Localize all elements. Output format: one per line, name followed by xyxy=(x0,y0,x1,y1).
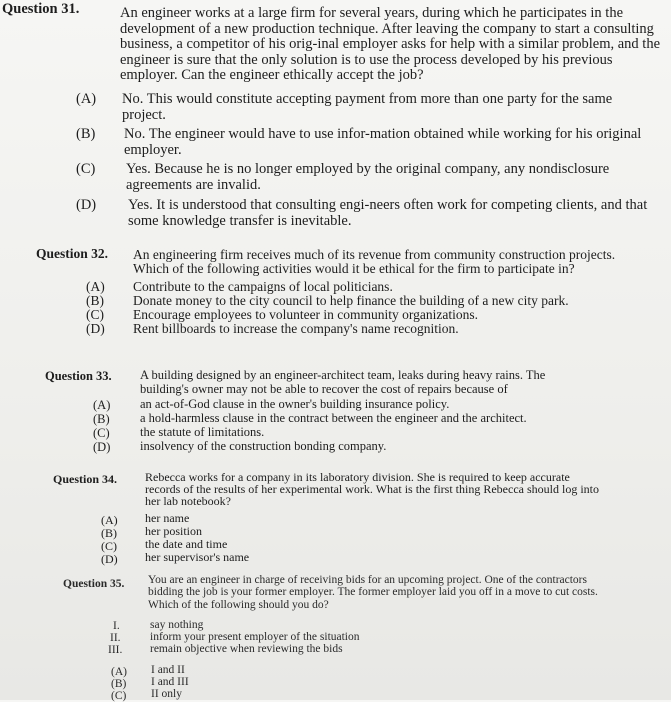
question-31-label: Question 31. xyxy=(2,1,80,17)
q31-option-d: Yes. It is understood that consulting engi-neers often work for competing clients, and that some knowledge transfer is inevitable. xyxy=(128,197,648,229)
q32-option-c-letter: (C) xyxy=(86,307,104,322)
q35-statement-1: say nothing xyxy=(150,619,204,631)
q31-option-a: No. This would constitute accepting payment from more than one party for the same project. xyxy=(122,91,613,123)
q31-option-b: No. The engineer would have to use infor-mation obtained while working for his original employer. xyxy=(124,126,642,158)
q35-option-b: I and III xyxy=(151,676,189,688)
question-34-label: Question 34. xyxy=(53,472,118,486)
q34-option-c-letter: (C) xyxy=(101,539,117,553)
q34-option-b: her position xyxy=(145,524,202,538)
q35-option-b-letter: (B) xyxy=(111,678,127,690)
q34-option-d: her supervisor's name xyxy=(145,550,250,564)
q31-option-d-letter: (D) xyxy=(76,197,97,213)
question-34-text: Rebecca works for a company in its laboratory division. She is required to keep accurate records of the results of her experimental work. What is the first thing Rebecca should log into her lab notebook? xyxy=(145,470,599,509)
q35-statement-3: remain objective when reviewing the bids xyxy=(150,643,343,655)
question-33-label: Question 33. xyxy=(45,369,112,383)
q31-option-c: Yes. Because he is no longer employed by the original company, any nondisclosure agreements are invalid. xyxy=(126,161,610,193)
q32-option-a: Contribute to the campaigns of local politicians. xyxy=(133,279,393,294)
question-33-text: A building designed by an engineer-architect team, leaks during heavy rains. The building's owner may not be able to recover the cost of repairs because of xyxy=(140,368,546,397)
q32-option-d-letter: (D) xyxy=(86,321,105,336)
q32-option-c: Encourage employees to volunteer in community organizations. xyxy=(133,307,479,322)
q35-option-c-letter: (C) xyxy=(111,690,127,702)
q31-option-b-letter: (B) xyxy=(76,126,96,142)
q31-option-a-letter: (A) xyxy=(76,91,97,107)
q35-option-a: I and II xyxy=(151,664,185,676)
question-31-text: An engineer works at a large firm for several years, during which he participates in the development of a new production technique. After leaving the company to start a consulting business, a competitor of his orig-inal employer asks for help with a similar problem, and the engineer is sure that the only solution is to use the process developed by his previous employer. Can the engineer ethically accept the job? xyxy=(120,5,661,84)
q34-option-b-letter: (B) xyxy=(101,526,117,540)
q35-option-a-letter: (A) xyxy=(111,666,127,678)
q35-option-c: II only xyxy=(151,688,182,700)
q31-option-c-letter: (C) xyxy=(76,161,96,177)
q32-option-b-letter: (B) xyxy=(86,293,104,308)
q35-statement-2: inform your present employer of the situation xyxy=(150,631,360,643)
q35-statement-1-num: I. xyxy=(113,620,120,632)
q33-option-c: the statute of limitations. xyxy=(140,425,265,439)
q33-option-b: a hold-harmless clause in the contract between the engineer and the architect. xyxy=(140,411,527,425)
q34-option-d-letter: (D) xyxy=(101,552,118,566)
q34-option-c: the date and time xyxy=(145,537,228,551)
q33-option-c-letter: (C) xyxy=(93,426,110,440)
q35-statement-2-num: II. xyxy=(110,632,121,644)
q34-option-a: her name xyxy=(145,511,190,525)
question-35-label: Question 35. xyxy=(63,578,125,590)
q33-option-b-letter: (B) xyxy=(93,412,110,426)
question-35-text: You are an engineer in charge of receiving bids for an upcoming project. One of the contractors bidding the job is your former employer. The former employer laid you off in a move to cut costs. Which of the following should you do? xyxy=(148,574,598,611)
question-32-label: Question 32. xyxy=(36,246,109,261)
q32-option-a-letter: (A) xyxy=(86,279,105,294)
q32-option-b: Donate money to the city council to help finance the building of a new city park. xyxy=(133,293,569,308)
q33-option-d-letter: (D) xyxy=(93,440,111,454)
q32-option-d: Rent billboards to increase the company's name recognition. xyxy=(133,321,459,336)
q33-option-a: an act-of-God clause in the owner's building insurance policy. xyxy=(140,397,450,411)
q33-option-a-letter: (A) xyxy=(93,398,111,412)
q33-option-d: insolvency of the construction bonding company. xyxy=(140,439,387,453)
question-32-text: An engineering firm receives much of its revenue from community construction projects. Which of the following activities would it be ethical for the firm to participate in? xyxy=(133,247,616,277)
q34-option-a-letter: (A) xyxy=(101,513,118,527)
q35-statement-3-num: III. xyxy=(108,644,123,656)
